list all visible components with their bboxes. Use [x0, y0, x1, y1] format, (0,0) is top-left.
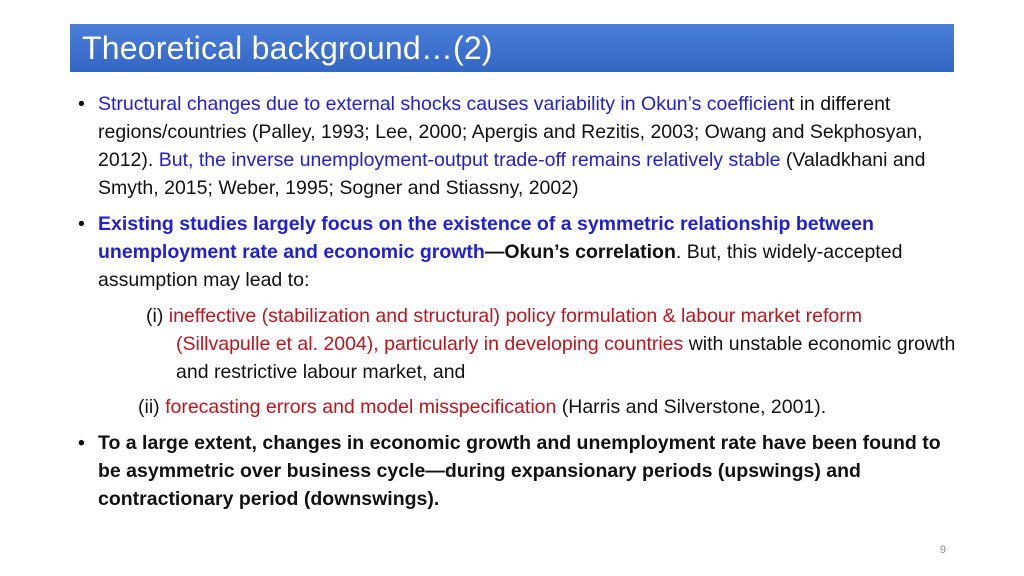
sub2-red-text: forecasting errors and model misspecification — [165, 396, 557, 418]
bullet2-rest-text: . But, this widely-accepted assumption may lead to: — [98, 241, 903, 291]
sub-item-ii — [78, 393, 958, 421]
bullet1-stable-text: But, the inverse unemployment-output trade-off remains relatively stable — [158, 149, 781, 171]
title-bar — [70, 24, 954, 72]
page-number: 9 — [939, 544, 946, 556]
bullet2-blue-text: Existing studies largely focus on the existence of a symmetric relationship between unemployment rate and economic growth — [98, 213, 874, 263]
bullet-structural-changes — [78, 90, 958, 202]
slide-content — [78, 90, 958, 513]
bullet1-citation2-text: (Valadkhani and Smyth, 2015; Weber, 1995; Sogner and Stiassny, 2002) — [98, 149, 926, 199]
sub1-rest-text: with unstable economic growth and restrictive labour market, and — [176, 333, 956, 383]
bullet1-blue-text: Structural changes due to external shocks causes variability in Okun’s coefficien — [98, 93, 789, 115]
sub-item-i — [78, 302, 958, 386]
bullet2-okun-text: —Okun’s correlation — [484, 241, 676, 263]
sub2-rest-text: (Harris and Silverstone, 2001). — [556, 396, 827, 418]
bullet1-citation-text: t in different regions/countries (Palley, 1993; Lee, 2000; Apergis and Rezitis, 2003; Owang and Sekphosyan, 2012). — [98, 93, 923, 171]
slide-title: Theoretical background…(2) — [82, 29, 493, 66]
sub1-red-text: ineffective (stabilization and structural) policy formulation & labour market reform (Sillvapulle et al. 2004), particularly in developing countries — [168, 305, 863, 355]
bullet-asymmetric — [78, 429, 958, 513]
bullet3-text: To a large extent, changes in economic growth and unemployment rate have been found to be asymmetric over business cycle—during expansionary periods (upswings) and contractionary period (downswings). — [98, 432, 941, 510]
bullet-existing-studies — [78, 210, 958, 294]
sub2-prefix: (ii) — [138, 396, 166, 418]
sub1-prefix: (i) — [146, 305, 169, 327]
